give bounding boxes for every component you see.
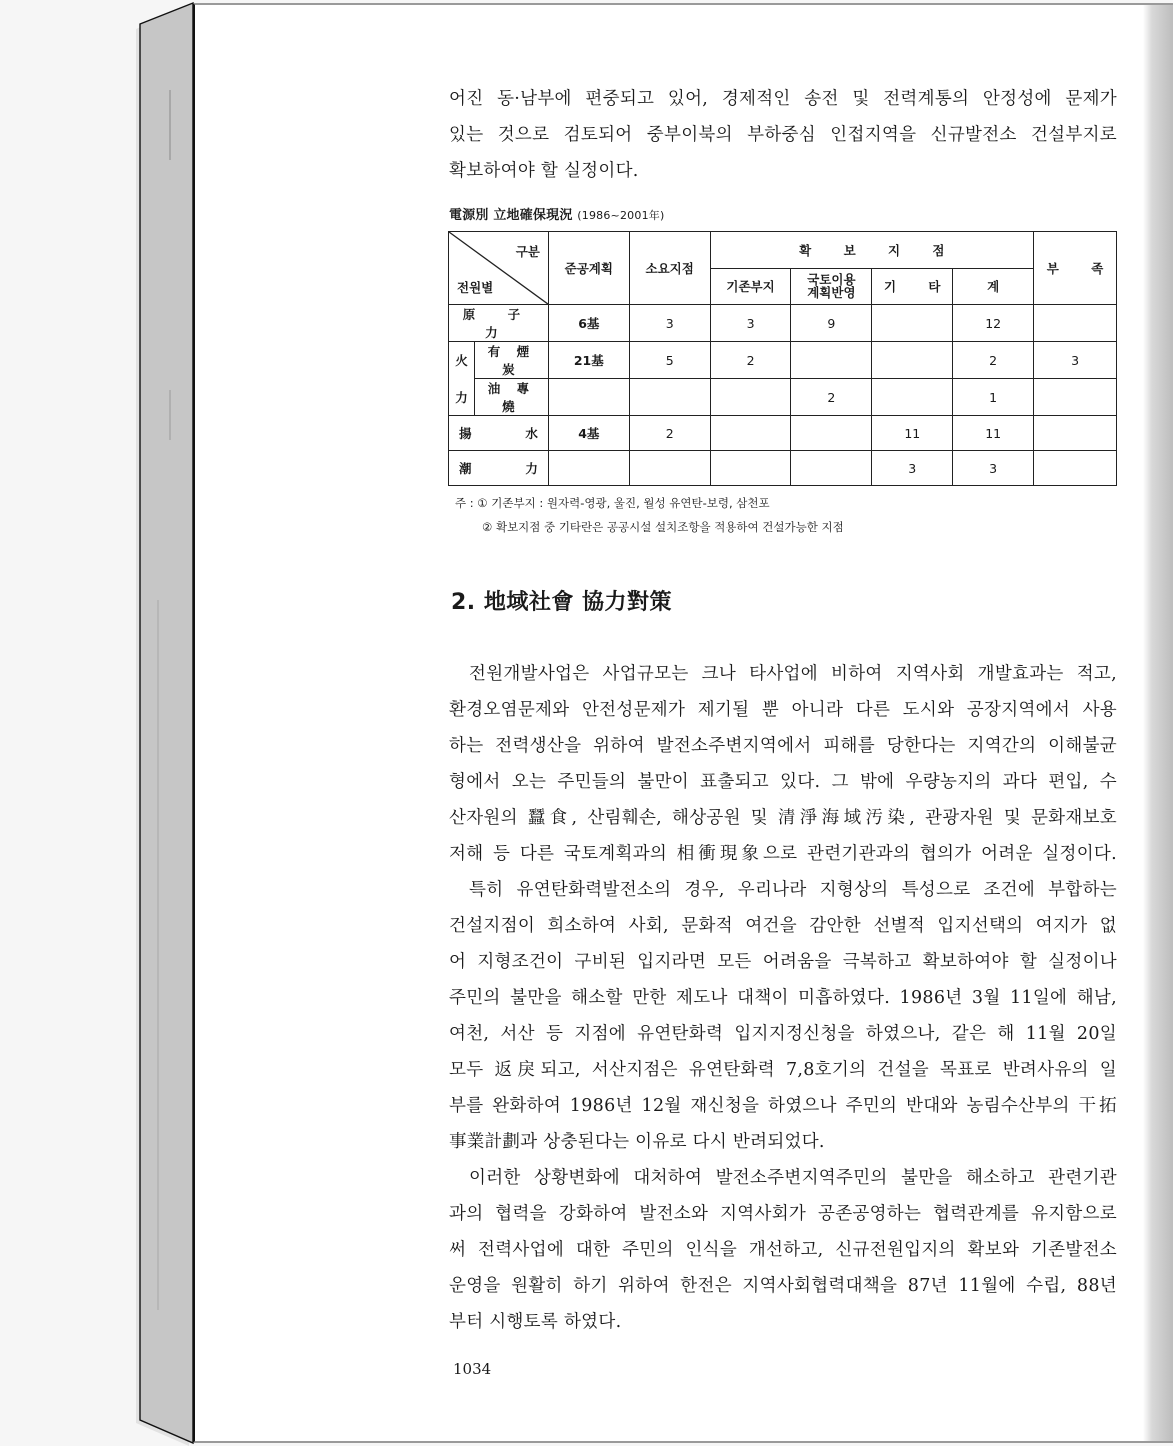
row-source-left: 潮 [459, 461, 472, 476]
text-line: 운영을 원활히 하기 위하여 한전은 지역사회협력대책을 87년 11월에 수립, 88년 [449, 1276, 1117, 1296]
text-line: 부를 완화하여 1986년 12월 재신청을 하였으나 주민의 반대와 농림수산부의 干拓 [449, 1096, 1117, 1116]
text-line: 저해 등 다른 국토계획과의 相衝現象으로 관련기관과의 협의가 어려운 실정이다. [449, 844, 1117, 864]
row-source-right: 水 [525, 426, 538, 441]
table-corner-header [449, 232, 549, 305]
table-title-text: 電源別 立地確保現況 [449, 208, 573, 223]
cell-total: 12 [953, 305, 1034, 342]
table-row [449, 305, 1117, 342]
cell-planned [548, 379, 629, 416]
table-row [449, 342, 1117, 379]
page-fold-shadow [1143, 5, 1173, 1441]
header-secured-group: 확 보 지 점 [710, 232, 1033, 269]
table-title-period: (1986~2001年) [577, 209, 665, 222]
site-securing-table [448, 231, 1117, 486]
cell-required: 3 [629, 305, 710, 342]
text-line: 이러한 상황변화에 대처하여 발전소주변지역주민의 불만을 해소하고 관련기관 [469, 1168, 1117, 1188]
text-line: 주민의 불만을 해소할 만한 제도나 대책이 미흡하였다. 1986년 3월 11일에 해남, [449, 988, 1117, 1008]
book-page [193, 3, 1173, 1443]
cell-total: 2 [953, 342, 1034, 379]
text-line: 써 전력사업에 대한 주민의 인식을 개선하고, 신규전원입지의 확보와 기존발전소 [449, 1240, 1117, 1260]
row-source: 原 子 力 [449, 305, 549, 342]
cell-shortage [1034, 416, 1117, 451]
cell-shortage [1034, 379, 1117, 416]
row-source: 油 專 燒 [474, 379, 548, 416]
table-note-2: ② 확보지점 중 기타란은 공공시설 설치조항을 적용하여 건설가능한 지점 [482, 520, 844, 534]
cell-other [872, 342, 953, 379]
table-title [449, 204, 664, 223]
cell-required: 5 [629, 342, 710, 379]
section-heading: 2. 地域社會 協力對策 [451, 590, 672, 615]
text-line: 事業計劃과 상충된다는 이유로 다시 반려되었다. [449, 1132, 825, 1152]
text-line: 형에서 오는 주민들의 불만이 표출되고 있다. 그 밖에 우량농지의 과다 편입, 수 [449, 772, 1117, 792]
cell-total: 11 [953, 416, 1034, 451]
thermal-group-bottom: 力 [449, 379, 475, 416]
cell-land-plan: 2 [791, 379, 872, 416]
row-source [449, 451, 549, 486]
cell-required: 2 [629, 416, 710, 451]
text-line: 과의 협력을 강화하여 발전소와 지역사회가 공존공영하는 협력관계를 유지함으로 [449, 1204, 1117, 1224]
header-existing: 기존부지 [710, 268, 791, 305]
text-line: 특히 유연탄화력발전소의 경우, 우리나라 지형상의 특성으로 조건에 부합하는 [469, 880, 1117, 900]
cell-other: 3 [872, 451, 953, 486]
text-line: 전원개발사업은 사업규모는 크나 타사업에 비하여 지역사회 개발효과는 적고, [469, 664, 1117, 684]
text-line: 여천, 서산 등 지점에 유연탄화력 입지지정신청을 하였으나, 같은 해 11월 20일 [449, 1024, 1117, 1044]
cell-existing [710, 416, 791, 451]
corner-category-label: 구분 [515, 244, 540, 259]
cell-total: 1 [953, 379, 1034, 416]
text-line: 하는 전력생산을 위하여 발전소주변지역에서 피해를 당한다는 지역간의 이해불균 [449, 736, 1117, 756]
cell-land-plan [791, 416, 872, 451]
cell-existing [710, 451, 791, 486]
cell-existing: 3 [710, 305, 791, 342]
table-row [449, 379, 1117, 416]
row-source: 有 煙 炭 [474, 342, 548, 379]
text-line: 환경오염문제와 안전성문제가 제기될 뿐 아니라 다른 도시와 공장지역에서 사용 [449, 700, 1117, 720]
header-land-plan-line1: 국토이용 [807, 272, 856, 288]
body-text [449, 656, 1117, 1340]
header-land-plan-line2: 계획반영 [807, 285, 856, 301]
cell-land-plan [791, 451, 872, 486]
cell-total: 3 [953, 451, 1034, 486]
cell-existing [710, 379, 791, 416]
table-row [449, 451, 1117, 486]
text-line: 모두 返戾되고, 서산지점은 유연탄화력 7,8호기의 건설을 목표로 반려사유의 일 [449, 1060, 1117, 1080]
cell-planned: 6基 [548, 305, 629, 342]
text-line: 확보하여야 할 실정이다. [449, 161, 639, 181]
cell-required [629, 451, 710, 486]
header-total: 계 [953, 268, 1034, 305]
cell-required [629, 379, 710, 416]
text-line: 어진 동·남부에 편중되고 있어, 경제적인 송전 및 전력계통의 안정성에 문제가 [449, 89, 1117, 109]
cell-shortage: 3 [1034, 342, 1117, 379]
cell-planned: 4基 [548, 416, 629, 451]
text-line: 부터 시행토록 하였다. [449, 1312, 622, 1332]
row-source-left: 揚 [459, 426, 472, 441]
book-spine [0, 0, 196, 1446]
table-note-1: 주 : ① 기존부지 : 원자력-영광, 울진, 월성 유연탄-보령, 삼천포 [455, 496, 770, 510]
cell-planned [548, 451, 629, 486]
text-line: 어 지형조건이 구비된 입지라면 모든 어려움을 극복하고 확보하여야 할 실정이나 [449, 952, 1117, 972]
header-required: 소요지점 [629, 232, 710, 305]
cell-existing: 2 [710, 342, 791, 379]
cell-other [872, 305, 953, 342]
table-notes [455, 491, 844, 539]
cell-other [872, 379, 953, 416]
header-planned: 준공계획 [548, 232, 629, 305]
text-line: 있는 것으로 검토되어 중부이북의 부하중심 인접지역을 신규발전소 건설부지로 [449, 125, 1117, 145]
text-line: 산자원의 蠶食, 산림훼손, 해상공원 및 清淨海域汚染, 관광자원 및 문화재보호 [449, 808, 1117, 828]
cell-planned: 21基 [548, 342, 629, 379]
intro-paragraph [449, 81, 1117, 189]
row-source [449, 416, 549, 451]
table-row [449, 416, 1117, 451]
corner-source-label: 전원별 [457, 280, 494, 295]
cell-shortage [1034, 451, 1117, 486]
cell-land-plan [791, 342, 872, 379]
thermal-group-top: 火 [449, 342, 475, 379]
header-other: 기 타 [872, 268, 953, 305]
cell-other: 11 [872, 416, 953, 451]
cell-land-plan: 9 [791, 305, 872, 342]
header-shortage: 부 족 [1034, 232, 1117, 305]
row-source-right: 力 [525, 461, 538, 476]
text-line: 건설지점이 희소하여 사회, 문화적 여건을 감안한 선별적 입지선택의 여지가 없 [449, 916, 1117, 936]
page-number: 1034 [453, 1360, 492, 1378]
cell-shortage [1034, 305, 1117, 342]
header-land-plan [791, 268, 872, 305]
